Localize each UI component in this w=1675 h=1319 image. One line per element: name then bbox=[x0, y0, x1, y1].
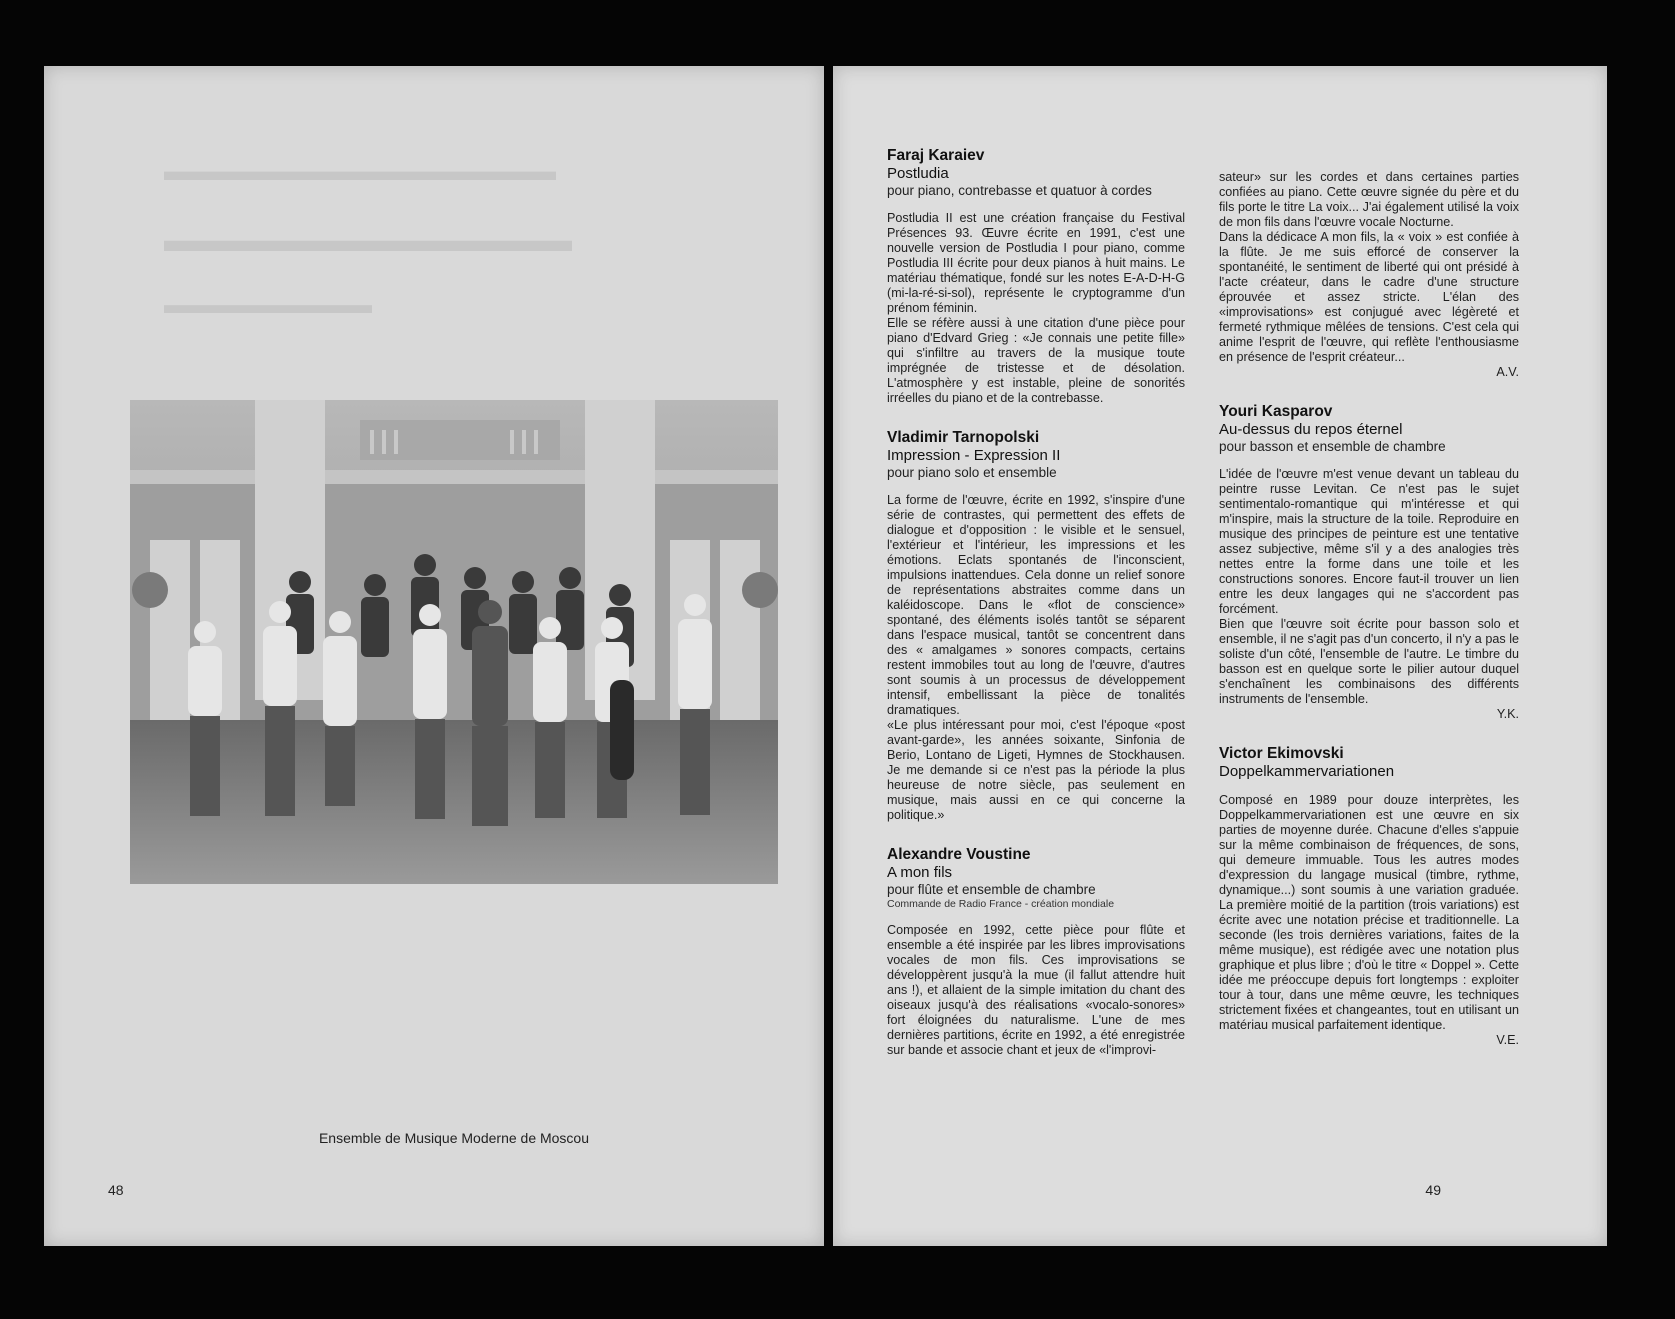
commission-note: Commande de Radio France - création mondiale bbox=[887, 898, 1115, 910]
column-right bbox=[1219, 170, 1519, 1070]
paragraph: Postludia II est une création française du Festival Présences 93. Œuvre écrite en 1991, c'est une nouvelle version de Postludia I pour piano, comme Postludia III écrite pour deux pianos à huit mains. Le matériau thématique, fondé sur les notes E-A-D-H-G (mi-la-ré-si-sol), représente le cryptogramme d'un prénom féminin. bbox=[887, 211, 1185, 315]
instrumentation: pour flûte et ensemble de chambre bbox=[887, 882, 1096, 897]
work-title: Doppelkammervariationen bbox=[1219, 763, 1395, 780]
instrumentation: pour basson et ensemble de chambre bbox=[1219, 439, 1446, 454]
paragraph: Composée en 1992, cette pièce pour flûte et ensemble a été inspirée par les libres improvisations vocales de mon fils. Ces improvisations se développèrent jusqu'à la mue (il fallut attendre huit ans !), et allaient de la simple imitation du chant des oiseaux jusqu'à des réalisations «vocalo-sonores» fort éloignées du naturalisme. L'une de mes dernières partitions, écrite en 1992, a été enregistrée sur bande et associe chant et jeux de «l'improvi- bbox=[887, 923, 1185, 1057]
entry-karaiev bbox=[887, 146, 1185, 406]
entry-text bbox=[1219, 467, 1519, 707]
author-initials: A.V. bbox=[1496, 365, 1519, 379]
paragraph: Bien que l'œuvre soit écrite pour basson solo et ensemble, il ne s'agit pas d'un concerto, il n'y a pas le soliste d'un côté, l'ensemble de l'autre. Le timbre du basson est en quelque sorte le pilier autour duquel s'enchaînent les combinaisons des différents instruments de l'ensemble. bbox=[1219, 617, 1519, 706]
paragraph: L'idée de l'œuvre m'est venue devant un tableau du peintre russe Levitan. Ce n'est pas le sujet sentimentalo-romantique qui m'intéresse et qui m'inspire, mais la structure de la toile. Reproduire en musique des principes de peinture est une tentative assez subjective, même s'il y a des analogies très nettes entre la forme dans une toile et les constructions sonores. Encore faut-il trouver un lien entre les deux langages qui ne s'accordent pas forcément. bbox=[1219, 467, 1519, 616]
photo-caption: Ensemble de Musique Moderne de Moscou bbox=[318, 1130, 590, 1146]
left-page bbox=[44, 66, 824, 1246]
entry-ekimovski bbox=[1219, 744, 1519, 1048]
paragraph: Composé en 1989 pour douze interprètes, les Doppelkammervariationen est une œuvre en six parties de moyenne durée. Chacune d'elles s'appuie sur la même combinaison de fréquences, de sons, qui demeure immuable. Tous les autres modes d'expression du langage musical (timbre, rythme, dynamique...) sont soumis à une variation graduée. La première moitié de la partition (trois variations) est écrite avec une notation précise et traditionnelle. La seconde (les trois dernières variations, faites de la même musique), est rédigée avec une notation plus graphique et plus libre ; d'où le titre « Doppel ». Cette idée me préoccupe depuis fort longtemps : exploiter tour à tour, dans une même œuvre, les techniques strictement fixées et changeantes, tout en utilisant un matériau musical parfaitement identique. bbox=[1219, 793, 1519, 1032]
work-title: A mon fils bbox=[887, 864, 953, 881]
composer-name: Alexandre Voustine bbox=[887, 846, 1031, 863]
paragraph: Elle se réfère aussi à une citation d'une pièce pour piano d'Edvard Grieg : «Je connais une petite fille» qui s'infiltre au travers de la musique toute imprégnée de tristesse et de désolation. L'atmosphère y est instable, pleine de sonorités irréelles du piano et de la contrebasse. bbox=[887, 316, 1185, 405]
ensemble-photo bbox=[130, 400, 778, 884]
composer-name: Faraj Karaiev bbox=[887, 147, 985, 164]
page-number-right: 49 bbox=[1425, 1182, 1441, 1198]
paragraph: «Le plus intéressant pour moi, c'est l'époque «post avant-garde», les années soixante, Sinfonia de Berio, Lontano de Ligeti, Hymnes de Stockhausen. Je me demande si ce n'est pas la période la plus heureuse de notre siècle, pas seulement en musique, mais aussi en ce qui concerne la politique.» bbox=[887, 718, 1185, 822]
entry-text bbox=[1219, 793, 1519, 1033]
entry-text bbox=[887, 923, 1185, 1058]
composer-name: Vladimir Tarnopolski bbox=[887, 429, 1040, 446]
show-through-text: ▬▬▬▬▬▬▬▬▬▬▬▬▬▬ ▬▬▬▬▬▬▬▬▬▬▬▬ ▬▬▬▬▬▬▬▬ bbox=[164, 156, 572, 319]
right-page bbox=[833, 66, 1607, 1246]
entry-text bbox=[887, 493, 1185, 823]
instrumentation: pour piano solo et ensemble bbox=[887, 465, 1057, 480]
page-number-left: 48 bbox=[108, 1182, 124, 1198]
entry-text bbox=[887, 211, 1185, 406]
author-initials: V.E. bbox=[1496, 1033, 1519, 1047]
work-title: Impression - Expression II bbox=[887, 447, 1061, 464]
entry-kasparov bbox=[1219, 402, 1519, 722]
work-title: Postludia bbox=[887, 165, 949, 182]
composer-name: Victor Ekimovski bbox=[1219, 745, 1344, 762]
entry-text bbox=[1219, 170, 1519, 365]
paragraph: Dans la dédicace A mon fils, la « voix » est confiée à la flûte. Je me suis efforcé de conserver la spontanéité, le sentiment de liberté qui ont présidé à l'acte créateur, dans le cadre d'une structure éprouvée et assez stricte. L'élan des «improvisations» est conjugué avec légèreté et fermeté rythmique mêlées de tensions. C'est cela qui anime l'esprit de l'œuvre, qui reflète l'enthousiasme en présence de l'esprit créateur... bbox=[1219, 230, 1519, 364]
entry-voustine bbox=[887, 845, 1185, 1058]
entry-tarnopolski bbox=[887, 428, 1185, 823]
entry-voustine-continued bbox=[1219, 170, 1519, 380]
instrumentation: pour piano, contrebasse et quatuor à cordes bbox=[887, 183, 1152, 198]
paragraph: La forme de l'œuvre, écrite en 1992, s'inspire d'une série de contrastes, qui permettent des effets de dialogue et d'opposition : le visible et le sensuel, l'extérieur et l'intérieur, les impressions et les émotions. Eclats spontanés de l'inconscient, impulsions inattendues. Cela donne un relief sonore de représentations abstraites comme dans un kaléidoscope. Dans le «flot de conscience» spontané, des éléments isolés tantôt se séparent dans l'espace musical, tantôt se concentrent dans des « amalgames » sonores compacts, certains restent immobiles tout au long de l'œuvre, d'autres sont soumis à un processus de développement intensif, embellissant la pièce de tonalités dramatiques. bbox=[887, 493, 1185, 717]
column-left bbox=[887, 146, 1185, 1080]
author-initials: Y.K. bbox=[1496, 707, 1519, 721]
work-title: Au-dessus du repos éternel bbox=[1219, 421, 1403, 438]
paragraph: sateur» sur les cordes et dans certaines parties confiées au piano. Cette œuvre signée du père et du fils porte le titre La voix... J'ai également utilisé la voix de mon fils dans l'œuvre vocale Nocturne. bbox=[1219, 170, 1519, 229]
composer-name: Youri Kasparov bbox=[1219, 403, 1333, 420]
